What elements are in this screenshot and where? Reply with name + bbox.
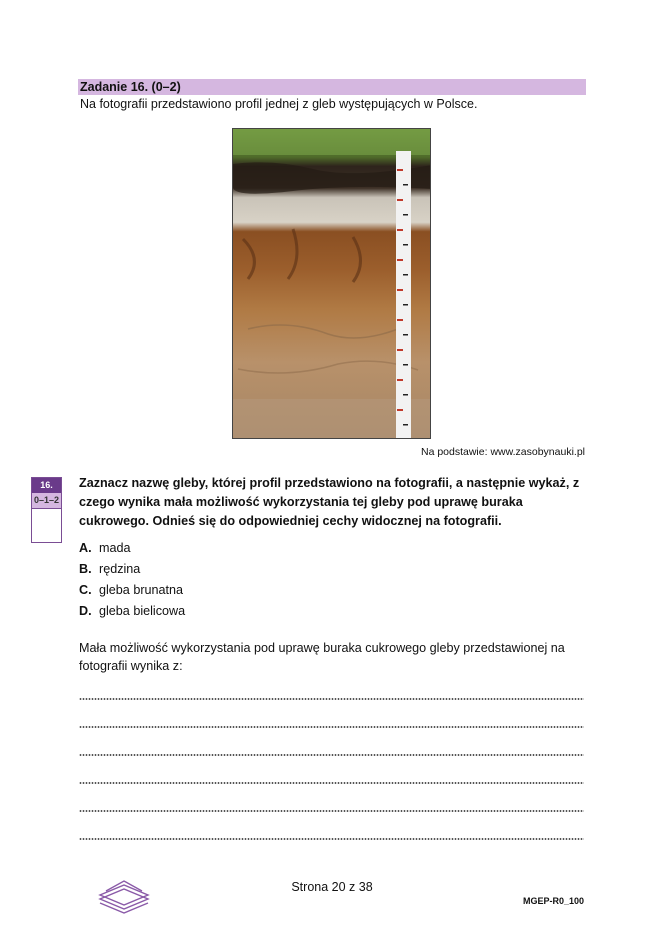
- answer-line[interactable]: [79, 697, 584, 701]
- answer-letter: D.: [79, 604, 92, 618]
- answer-list: [79, 538, 185, 622]
- answer-letter: B.: [79, 562, 92, 576]
- exam-code: MGEP-R0_100: [522, 896, 584, 906]
- photo-source: Na podstawie: www.zasobynauki.pl: [420, 446, 585, 458]
- answer-letter: A.: [79, 541, 92, 555]
- score-number: 16.: [32, 478, 61, 493]
- answer-text: gleba bielicowa: [99, 604, 186, 618]
- soil-profile-photo: [232, 128, 431, 439]
- answer-text: gleba brunatna: [99, 583, 184, 597]
- score-range: 0–1–2: [32, 493, 61, 509]
- page-number: Strona 20 z 38: [291, 880, 373, 894]
- answer-text: rędzina: [99, 562, 141, 576]
- answer-option-c[interactable]: [79, 580, 185, 601]
- answer-letter: C.: [79, 583, 92, 597]
- answer-line[interactable]: [79, 753, 584, 757]
- task-intro: Na fotografii przedstawiono profil jednej z gleb występujących w Polsce.: [80, 97, 478, 111]
- answer-option-b[interactable]: [79, 559, 185, 580]
- answer-option-a[interactable]: [79, 538, 185, 559]
- answer-line[interactable]: [79, 781, 584, 785]
- answer-line[interactable]: [79, 837, 584, 841]
- answer-option-d[interactable]: [79, 601, 185, 622]
- question-text: Zaznacz nazwę gleby, której profil przedstawiono na fotografii, a następnie wykaż, z czego wynika mała możliwość wykorzystania tej gleby pod uprawę buraka cukrowego. Odnieś się do odpowiedniej cechy widocznej na fotografii.: [79, 476, 580, 528]
- task-header: Zadanie 16. (0–2): [78, 79, 586, 95]
- answer-prompt: Mała możliwość wykorzystania pod uprawę buraka cukrowego gleby przedstawionej na fotografii wynika z:: [79, 641, 565, 673]
- answer-line[interactable]: [79, 809, 584, 813]
- answer-text: mada: [99, 541, 131, 555]
- score-box: [31, 477, 62, 543]
- answer-line[interactable]: [79, 725, 584, 729]
